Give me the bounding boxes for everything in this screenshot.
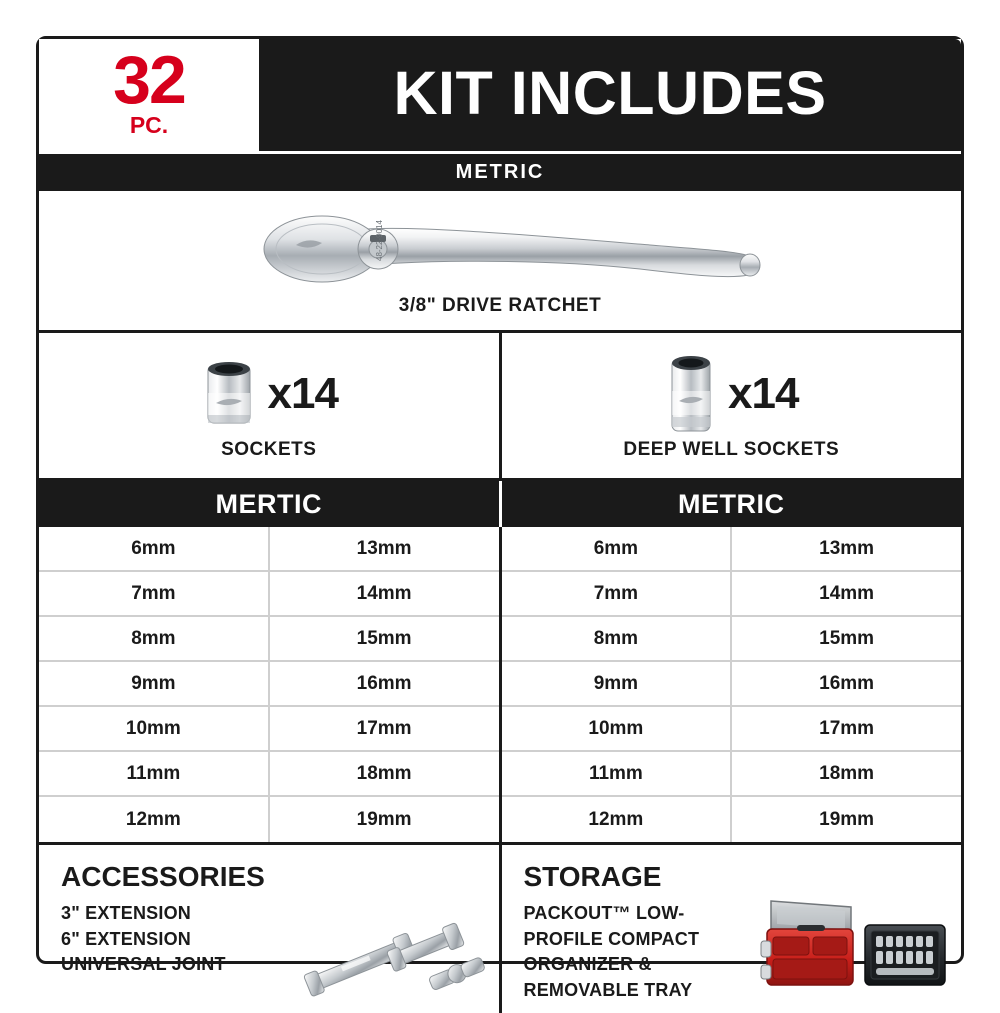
piece-count-label: PC. [129, 111, 169, 138]
table-cell: 10mm [39, 707, 268, 752]
deep-well-sizes-col-2 [732, 527, 961, 842]
accessories-title: ACCESSORIES [61, 861, 265, 892]
metric-subtitle: METRIC [455, 161, 545, 183]
table-cell: 18mm [270, 752, 499, 797]
standard-sizes-col-2 [270, 527, 499, 842]
deep-well-socket-caption: DEEP WELL SOCKETS [623, 438, 840, 460]
page-title: KIT INCLUDES [393, 58, 827, 127]
table-cell: 8mm [39, 617, 268, 662]
deep-well-sizes [502, 527, 962, 842]
storage-line: PACKOUT™ LOW- [523, 903, 685, 923]
piece-count-badge [39, 39, 259, 151]
table-cell: 17mm [732, 707, 961, 752]
table-cell: 9mm [502, 662, 731, 707]
table-cell: 18mm [732, 752, 961, 797]
standard-socket-caption: SOCKETS [221, 438, 317, 460]
standard-socket-count: x14 [267, 368, 338, 418]
accessories-line: 6" EXTENSION [61, 928, 191, 949]
table-cell: 15mm [732, 617, 961, 662]
size-table-headers [39, 481, 961, 527]
table-cell: 11mm [502, 752, 731, 797]
table-cell: 10mm [502, 707, 731, 752]
socket-icon [200, 357, 258, 431]
table-cell: 13mm [732, 527, 961, 572]
table-cell: 14mm [732, 572, 961, 617]
accessories-line: UNIVERSAL JOINT [61, 954, 226, 975]
extension-bars-icon [301, 913, 491, 1003]
ratchet-caption: 3/8" DRIVE RATCHET [398, 294, 602, 316]
standard-table-header: MERTIC [39, 481, 502, 527]
storage-line: ORGANIZER & [523, 954, 652, 975]
table-cell: 16mm [732, 662, 961, 707]
kit-includes-banner [259, 39, 961, 151]
storage-line: REMOVABLE TRAY [523, 979, 693, 1000]
storage-title: STORAGE [523, 861, 662, 892]
table-cell: 11mm [39, 752, 268, 797]
table-cell: 15mm [270, 617, 499, 662]
size-table [39, 527, 961, 845]
bottom-section [39, 845, 961, 1013]
accessories-line: 3" EXTENSION [61, 903, 191, 923]
table-cell: 6mm [502, 527, 731, 572]
table-cell: 12mm [588, 808, 644, 830]
table-cell: 16mm [270, 662, 499, 707]
ratchet-icon [230, 211, 770, 289]
packout-case-icon [753, 895, 953, 1003]
metric-subtitle-bar [39, 151, 961, 191]
standard-sizes-col-1 [39, 527, 270, 842]
table-cell: 6mm [39, 527, 268, 572]
storage-block [502, 845, 962, 1013]
deep-well-table-header: METRIC [502, 481, 962, 527]
ratchet-section [39, 191, 961, 333]
storage-line: PROFILE COMPACT [523, 928, 700, 949]
piece-count-number: 32 [113, 42, 185, 119]
accessories-block [39, 845, 502, 1013]
table-cell: 9mm [39, 662, 268, 707]
table-cell: 13mm [270, 527, 499, 572]
deep-well-socket-icon [664, 351, 718, 437]
table-cell: 7mm [39, 572, 268, 617]
table-cell: 19mm [356, 808, 412, 830]
kit-card [36, 36, 964, 1000]
deep-well-socket-count: x14 [728, 368, 799, 418]
table-cell: 17mm [270, 707, 499, 752]
deep-well-socket-block [502, 333, 962, 478]
table-cell: 14mm [270, 572, 499, 617]
table-cell: 12mm [125, 808, 181, 830]
standard-socket-block [39, 333, 502, 478]
socket-counts-row [39, 333, 961, 481]
table-cell: 8mm [502, 617, 731, 662]
svg-text:48-22-9014: 48-22-9014 [375, 219, 384, 261]
header [39, 39, 961, 151]
standard-sizes [39, 527, 502, 842]
table-cell: 19mm [819, 808, 875, 830]
deep-well-sizes-col-1 [502, 527, 733, 842]
table-cell: 7mm [502, 572, 731, 617]
